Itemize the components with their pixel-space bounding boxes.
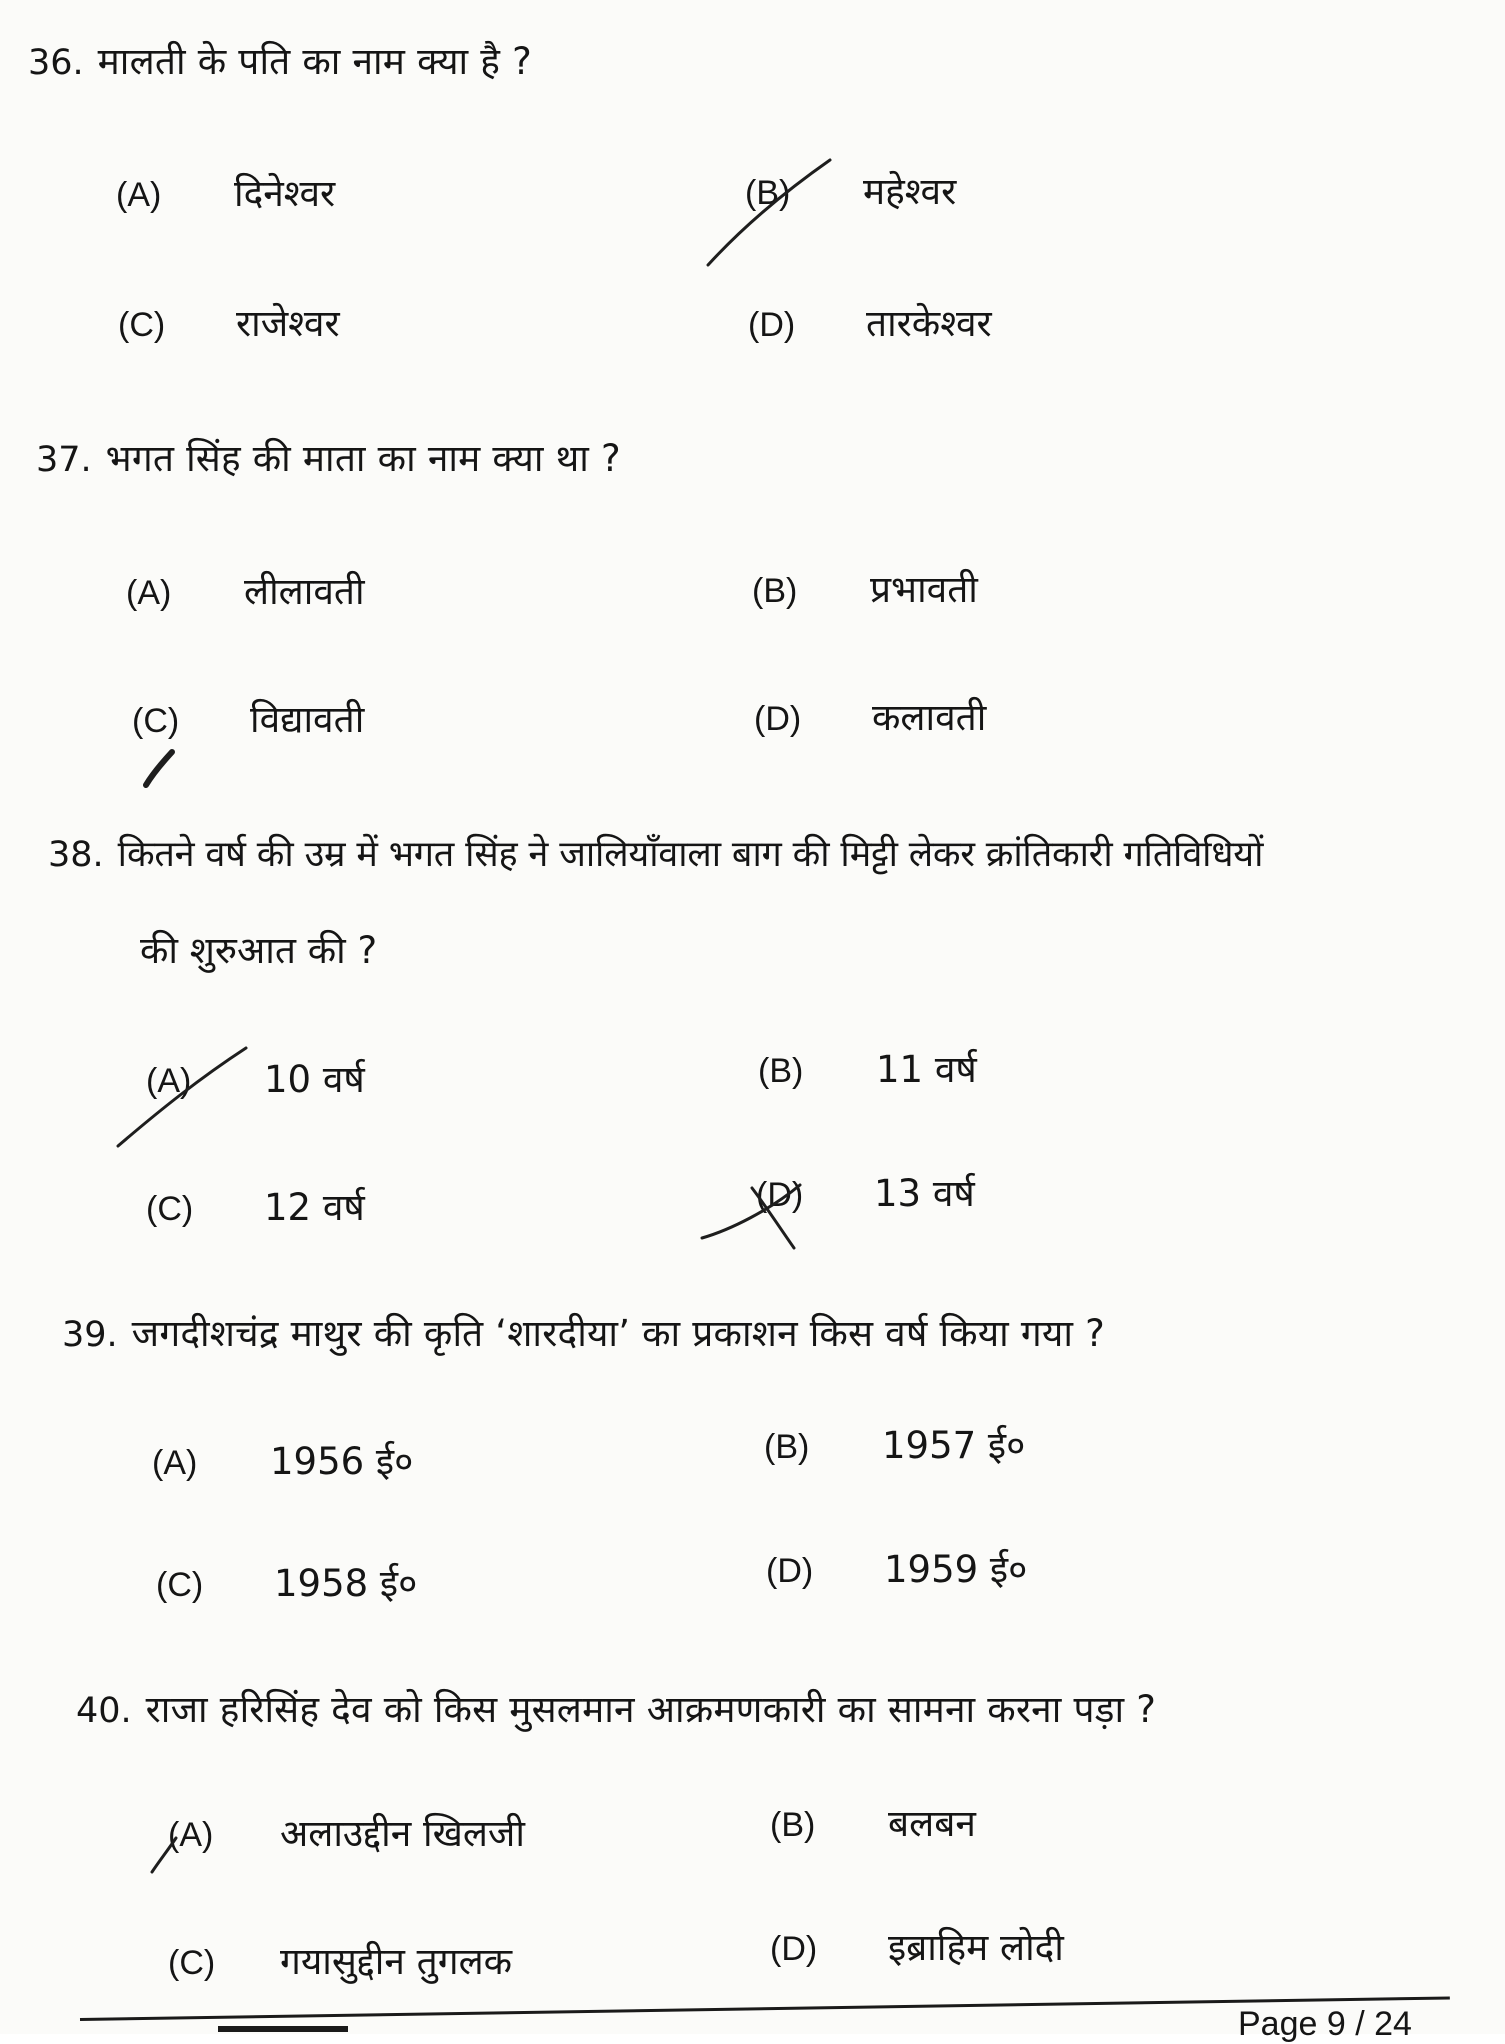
option-text: 1958 ई० [274,1562,418,1605]
question-40 [76,1686,1156,1734]
option-text: तारकेश्वर [866,302,992,345]
option-text: 1956 ई० [270,1440,414,1483]
option-36-a[interactable] [116,172,335,217]
option-letter: (D) [770,1930,818,1968]
question-36 [28,38,532,86]
option-text: राजेश्वर [236,302,340,345]
option-letter: (C) [132,702,180,740]
option-40-d[interactable] [770,1926,1064,1971]
option-39-d[interactable] [766,1548,1027,1593]
option-text: 10 वर्ष [264,1058,365,1101]
option-39-a[interactable] [152,1440,413,1485]
footer-rule-accent [218,2026,348,2032]
question-number: 37. [36,440,92,480]
question-37 [36,435,621,483]
option-letter: (A) [116,176,162,214]
question-text: राजा हरिसिंह देव को किस मुसलमान आक्रमणकारी का सामना करना पड़ा ? [145,1688,1157,1731]
option-letter: (A) [126,574,172,612]
option-40-b[interactable] [770,1802,976,1847]
option-letter: (C) [146,1190,194,1228]
option-letter: (B) [770,1806,816,1844]
option-text: लीलावती [244,570,365,613]
question-text: जगदीशचंद्र माथुर की कृति ‘शारदीया’ का प्रकाशन किस वर्ष किया गया ? [131,1312,1105,1355]
option-37-d[interactable] [754,696,986,741]
option-letter: (C) [168,1944,216,1982]
option-text: 11 वर्ष [876,1048,977,1091]
option-39-c[interactable] [156,1562,417,1607]
option-letter: (A) [146,1062,192,1100]
option-text: इब्राहिम लोदी [888,1926,1064,1969]
option-letter: (B) [745,174,791,212]
question-38 [48,830,1263,878]
option-37-b[interactable] [752,568,978,613]
option-text: प्रभावती [870,568,978,611]
tick-mark-37-c [146,752,172,785]
question-number: 38. [48,835,104,875]
option-text: 1957 ई० [882,1424,1026,1467]
option-40-a[interactable] [168,1812,525,1857]
question-number: 36. [28,43,84,83]
option-text: महेश्वर [863,170,957,213]
option-38-d[interactable] [756,1172,975,1217]
option-36-d[interactable] [748,302,992,347]
question-text: भगत सिंह की माता का नाम क्या था ? [105,437,621,480]
option-text: विद्यावती [250,698,365,741]
option-36-b[interactable] [745,170,956,215]
option-37-a[interactable] [126,570,365,615]
option-letter: (A) [168,1816,214,1854]
question-38-continued: की शुरुआत की ? [140,929,378,972]
option-text: कलावती [872,696,987,739]
option-letter: (B) [752,572,798,610]
option-text: अलाउद्दीन खिलजी [280,1812,525,1855]
option-letter: (D) [748,306,796,344]
option-letter: (D) [756,1176,804,1214]
question-number: 40. [76,1691,132,1731]
option-39-b[interactable] [764,1424,1025,1469]
option-40-c[interactable] [168,1940,512,1985]
page-number: Page 9 / 24 [1238,2005,1412,2043]
option-36-c[interactable] [118,302,340,347]
option-letter: (B) [758,1052,804,1090]
option-38-a[interactable] [146,1058,365,1103]
option-38-b[interactable] [758,1048,977,1093]
option-text: 12 वर्ष [264,1186,365,1229]
option-letter: (A) [152,1444,198,1482]
option-text: 1959 ई० [884,1548,1028,1591]
option-letter: (C) [118,306,166,344]
question-text: कितने वर्ष की उम्र में भगत सिंह ने जालियाँवाला बाग की मिट्टी लेकर क्रांतिकारी गतिविधियों [117,834,1264,875]
option-letter: (B) [764,1428,810,1466]
option-text: 13 वर्ष [874,1172,975,1215]
option-37-c[interactable] [132,698,364,743]
option-letter: (C) [156,1566,204,1604]
question-39 [62,1310,1105,1358]
option-38-c[interactable] [146,1186,365,1231]
option-letter: (D) [754,700,802,738]
question-text: मालती के पति का नाम क्या है ? [97,40,532,83]
option-text: दिनेश्वर [234,172,336,215]
option-text: गयासुद्दीन तुगलक [280,1940,513,1983]
option-letter: (D) [766,1552,814,1590]
question-number: 39. [62,1315,118,1355]
option-text: बलबन [888,1802,976,1845]
